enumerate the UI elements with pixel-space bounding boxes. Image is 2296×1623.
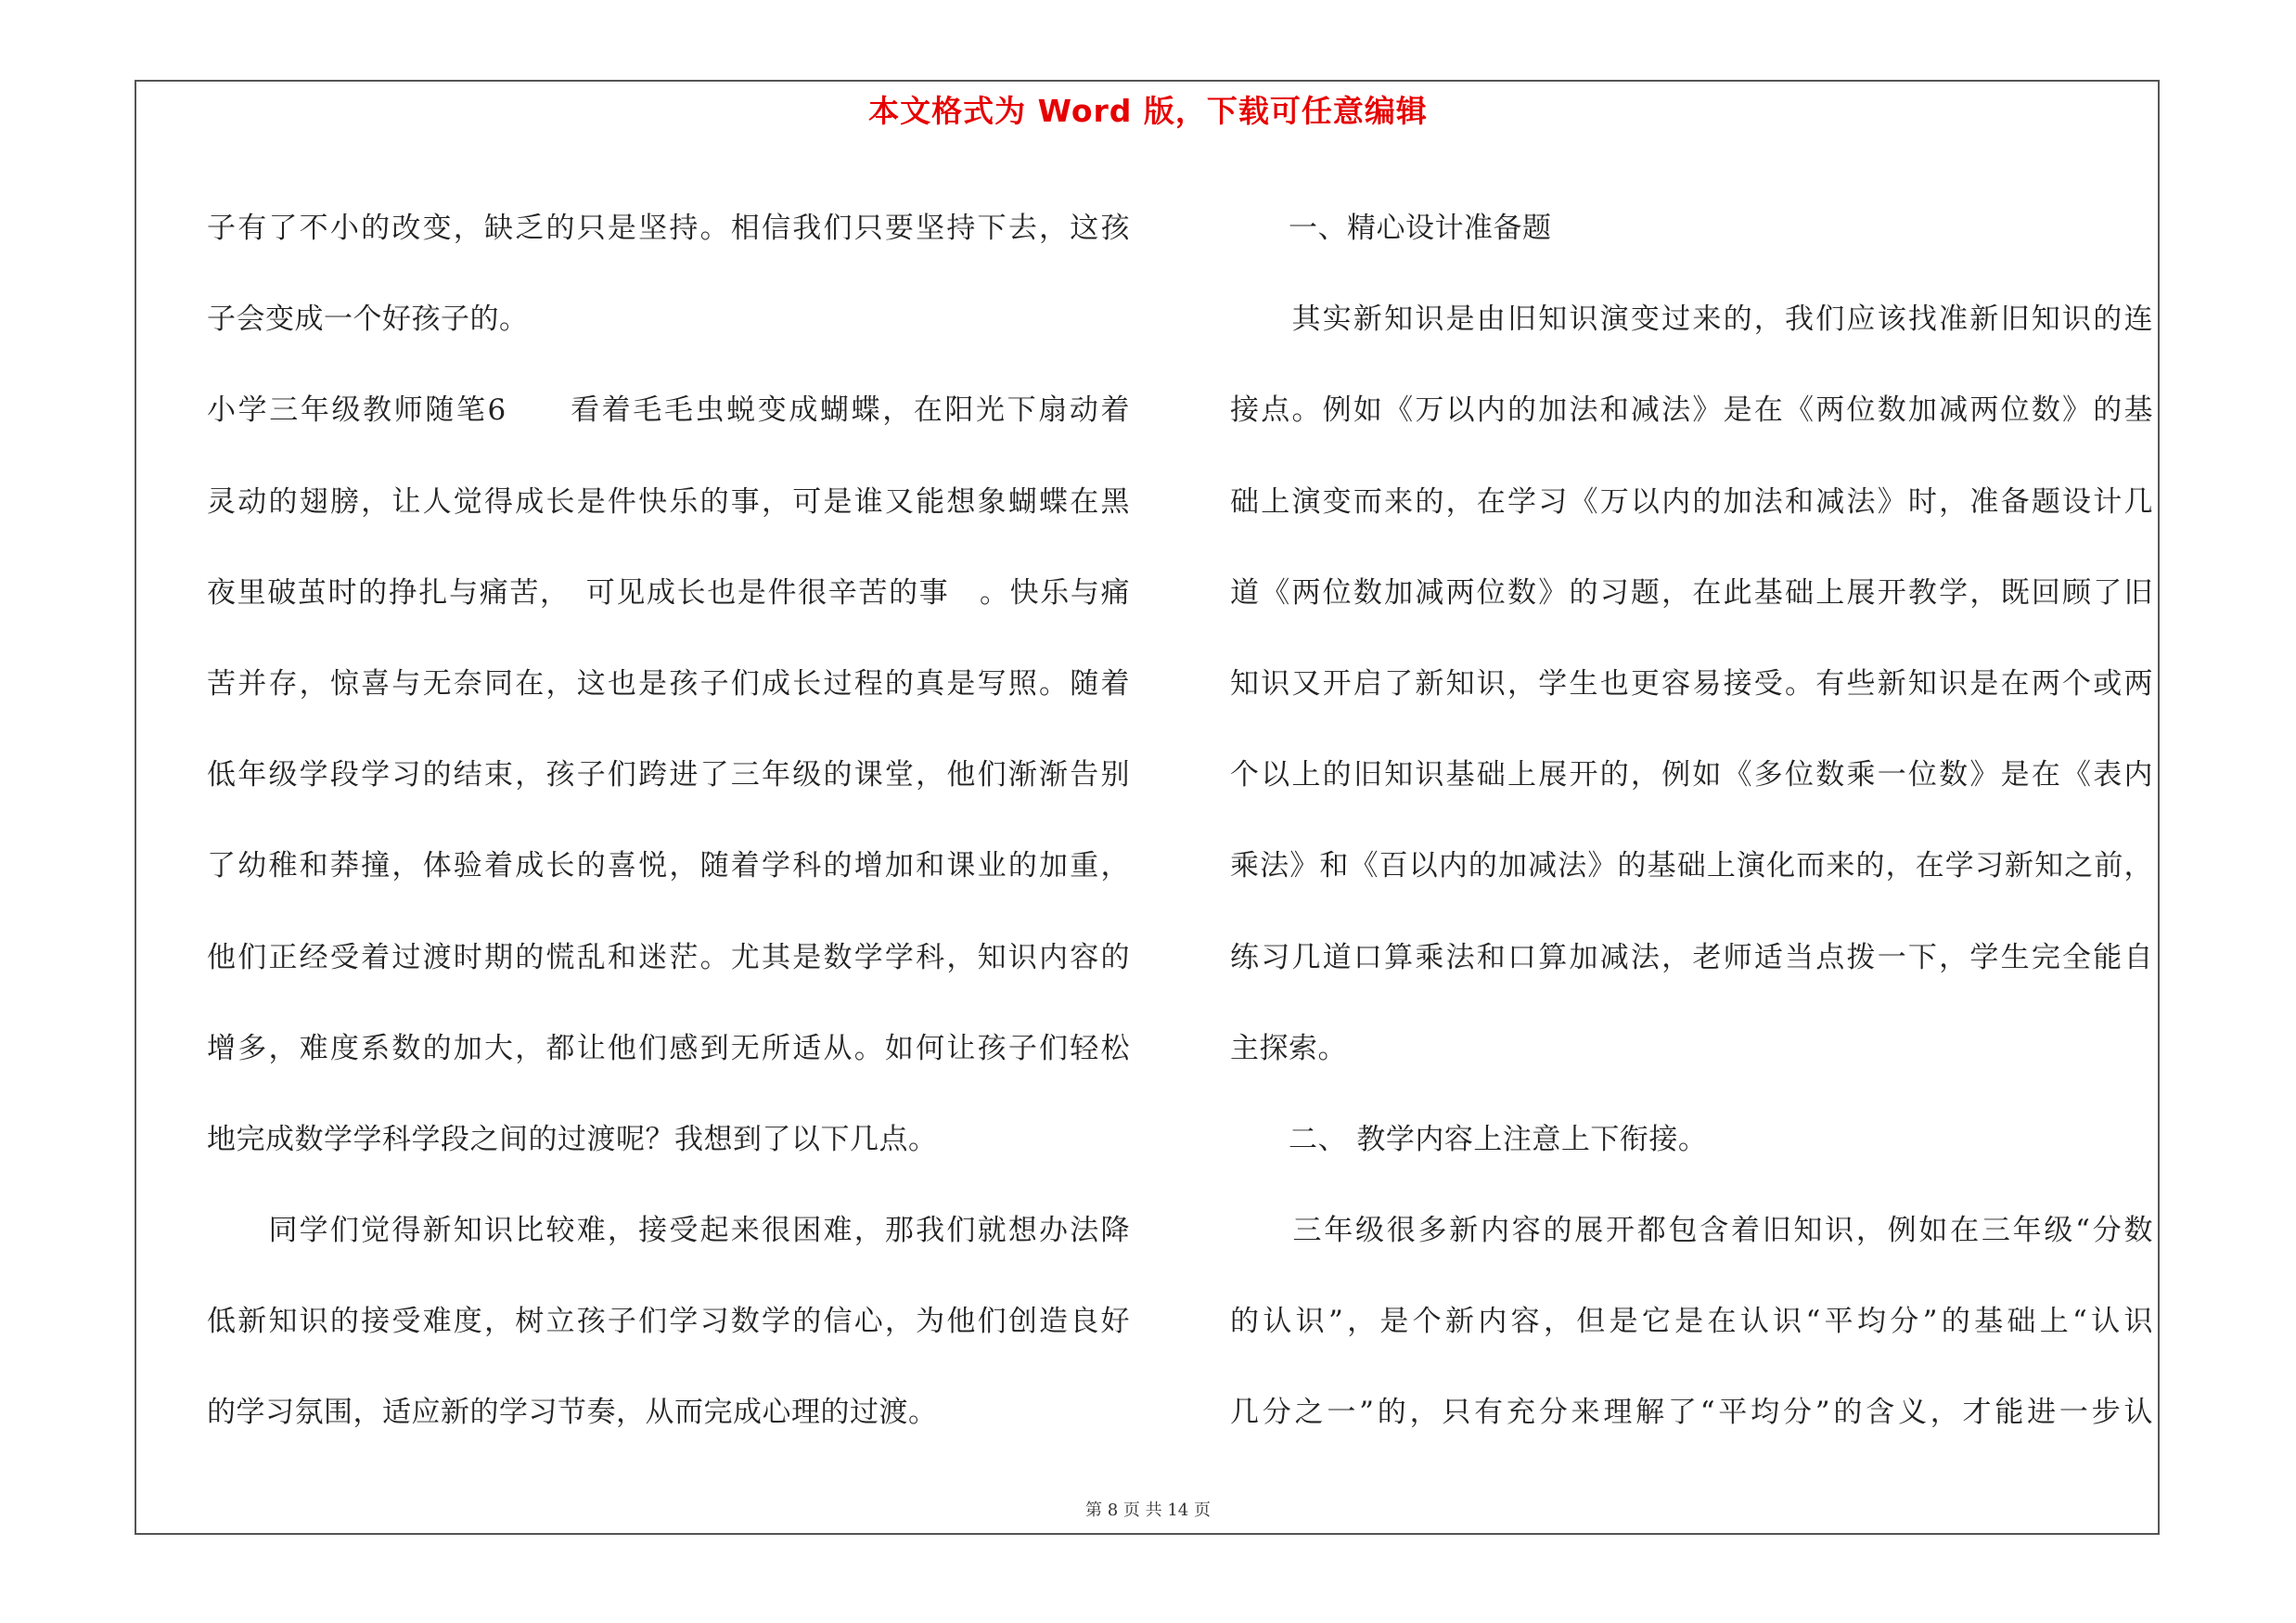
text-line: 苦并存，惊喜与无奈同在，这也是孩子们成长过程的真是写照。随着 (207, 666, 1130, 701)
text-line: 低新知识的接受难度，树立孩子们学习数学的信心，为他们创造良好 (207, 1305, 1130, 1339)
text-line: 增多，难度系数的加大，都让他们感到无所适从。如何让孩子们轻松 (207, 1031, 1130, 1065)
section-heading: 一、精心设计准备题 (1230, 212, 1552, 245)
text-line: 的学习氛围，适应新的学习节奏，从而完成心理的过渡。 (207, 1396, 938, 1430)
text-line: 了幼稚和莽撞，体验着成长的喜悦，随着学科的增加和课业的加重， (207, 849, 1130, 883)
text-line: 接点。例如《万以内的加法和减法》是在《两位数加减两位数》的基 (1230, 393, 2153, 428)
text-line: 练习几道口算乘法和口算加减法，老师适当点拨一下，学生完全能自 (1230, 940, 2153, 974)
format-banner: 本文格式为 Word 版，下载可任意编辑 (868, 93, 1428, 129)
text-line: 道《两位数加减两位数》的习题，在此基础上展开教学，既回顾了旧 (1230, 575, 2153, 610)
text-line: 地完成数学学科学段之间的过渡呢？我想到了以下几点。 (207, 1122, 938, 1156)
text-line: 个以上的旧知识基础上展开的，例如《多位数乘一位数》是在《表内 (1230, 758, 2153, 792)
text-line: 乘法》和《百以内的加减法》的基础上演化而来的，在学习新知之前， (1230, 849, 2153, 883)
text-line: 三年级很多新内容的展开都包含着旧知识，例如在三年级“分数 (1230, 1214, 2153, 1248)
text-line: 低年级学段学习的结束，孩子们跨进了三年级的课堂，他们渐渐告别 (207, 758, 1130, 792)
text-line: 知识又开启了新知识，学生也更容易接受。有些新知识是在两个或两 (1230, 666, 2153, 701)
text-line: 他们正经受着过渡时期的慌乱和迷茫。尤其是数学学科，知识内容的 (207, 940, 1130, 974)
text-line: 子会变成一个好孩子的。 (207, 303, 529, 337)
section-heading: 二、 教学内容上注意上下衔接。 (1230, 1122, 1708, 1156)
text-line: 灵动的翅膀，让人觉得成长是件快乐的事，可是谁又能想象蝴蝶在黑 (207, 484, 1130, 519)
text-line: 几分之一”的，只有充分来理解了“平均分”的含义，才能进一步认 (1230, 1396, 2153, 1430)
text-line: 其实新知识是由旧知识演变过来的，我们应该找准新旧知识的连 (1230, 303, 2153, 337)
text-line: 夜里破茧时的挣扎与痛苦， 可见成长也是件很辛苦的事 。快乐与痛 (207, 575, 1130, 610)
page-number: 第 8 页 共 14 页 (1085, 1501, 1211, 1520)
left-column (207, 183, 1130, 1459)
right-column (1230, 183, 2153, 1459)
text-line: 子有了不小的改变，缺乏的只是坚持。相信我们只要坚持下去，这孩 (207, 212, 1130, 245)
text-line: 主探索。 (1230, 1031, 1347, 1065)
text-line: 同学们觉得新知识比较难，接受起来很困难，那我们就想办法降 (207, 1214, 1130, 1248)
text-line: 小学三年级教师随笔6 看着毛毛虫蜕变成蝴蝶，在阳光下扇动着 (207, 393, 1130, 428)
text-line: 的认识”，是个新内容，但是它是在认识“平均分”的基础上“认识 (1230, 1305, 2153, 1339)
text-line: 础上演变而来的，在学习《万以内的加法和减法》时，准备题设计几 (1230, 484, 2153, 519)
